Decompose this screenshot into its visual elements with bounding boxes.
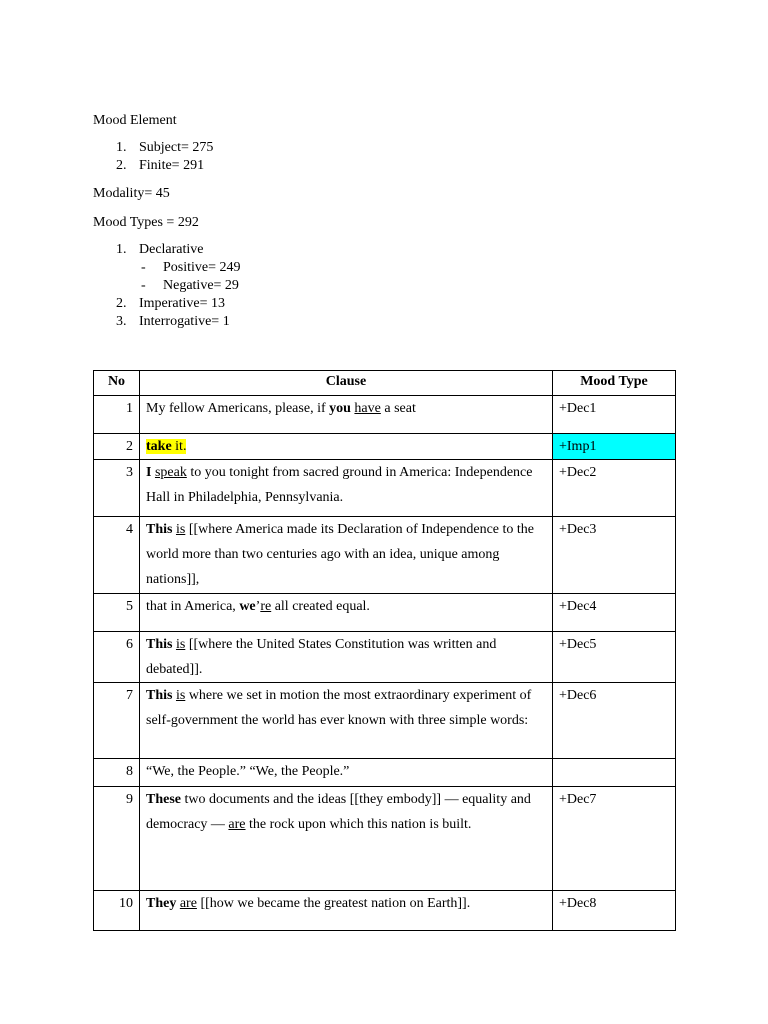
clause-text: two documents and the ideas [[they embody]] — equality and democracy — [146,792,531,832]
finite-text: have [354,401,381,416]
clause-cell [140,891,553,931]
clause-cell [140,396,553,434]
finite-text: are [179,896,197,911]
row-number: 3 [94,460,140,517]
table-row [94,787,676,891]
row-number: 9 [94,787,140,891]
mood-types-count: Mood Types = 292 [93,215,199,230]
clause-cell [140,759,553,787]
list-number: 1. [116,140,127,155]
row-number: 10 [94,891,140,931]
table-row [94,434,676,460]
mood-type-label: +Dec3 [559,522,597,537]
list-number: 2. [116,158,127,173]
table-header-row [94,371,676,396]
subject-text: we [239,599,256,614]
list-number: 3. [116,314,127,329]
subject-text: This [146,522,173,537]
mood-analysis-table [93,370,676,931]
clause-text: a seat [380,401,416,416]
table-row [94,759,676,787]
clause-cell [140,517,553,594]
finite-text: speak [154,465,187,480]
table-row [94,891,676,931]
table-row [94,683,676,759]
mood-type-cell [553,787,676,891]
subject-text: I [146,465,152,480]
clause-text: My fellow Americans, please, if [146,401,330,416]
clause-text: the rock upon which this nation is built. [245,817,472,832]
subject-text: you [329,401,351,416]
subject-text: They [146,896,177,911]
list-dash: - [141,260,146,275]
clause-text: all created equal. [271,599,370,614]
finite-text: is [175,522,186,537]
row-number: 5 [94,594,140,632]
row-number: 8 [94,759,140,787]
clause-text: to you tonight from sacred ground in America: Independence Hall in Philadelphia, Pennsylvania. [146,465,533,505]
row-number: 7 [94,683,140,759]
list-number: 2. [116,296,127,311]
subject-count: Subject= 275 [139,140,214,155]
interrogative-count: Interrogative= 1 [139,314,230,329]
clause-cell [140,683,553,759]
mood-type-label: +Dec6 [559,688,597,703]
table-row [94,517,676,594]
clause-cell [140,460,553,517]
mood-type-cell [553,460,676,517]
positive-count: Positive= 249 [163,260,241,275]
mood-type-cell [553,632,676,683]
mood-type-cell [553,683,676,759]
mood-type-cell [553,891,676,931]
table-row [94,632,676,683]
mood-type-cell [553,759,676,787]
clause-text: where we set in motion the most extraordinary experiment of self-government the world has ever known with three simple words: [146,688,532,728]
table-row [94,460,676,517]
clause-text: [[where America made its Declaration of Independence to the world more than two centuries ago with an idea, unique among nations]], [146,522,534,587]
subject-text: This [146,637,173,652]
mood-type-label: +Dec5 [559,637,597,652]
mood-type-cell [553,594,676,632]
clause-cell [140,594,553,632]
mood-type-label: +Dec8 [559,896,597,911]
table-row [94,594,676,632]
clause-text: ’ [255,599,261,614]
header-clause: Clause [140,371,553,396]
mood-type-cell [553,434,676,460]
subject-text: These [146,792,181,807]
negative-count: Negative= 29 [163,278,239,293]
clause-text: [[how we became the greatest nation on Earth]]. [196,896,471,911]
mood-type-cell [553,396,676,434]
subject-text: take [146,439,172,454]
mood-type-cell [553,517,676,594]
mood-type-label: +Imp1 [559,439,597,454]
mood-type-label: +Dec2 [559,465,597,480]
list-number: 1. [116,242,127,257]
clause-text: [[where the United States Constitution was written and debated]]. [146,637,497,677]
mood-type-label: +Dec4 [559,599,597,614]
mood-element-heading: Mood Element [93,113,177,128]
header-no: No [94,371,140,396]
clause-cell [140,632,553,683]
mood-type-label: +Dec7 [559,792,597,807]
subject-text: This [146,688,173,703]
finite-text: are [228,817,246,832]
row-number: 2 [94,434,140,460]
finite-text: re [260,599,272,614]
clause-text: it. [171,439,187,454]
imperative-count: Imperative= 13 [139,296,226,311]
clause-text: that in America, [146,599,240,614]
finite-text: is [175,637,186,652]
row-number: 4 [94,517,140,594]
list-dash: - [141,278,146,293]
clause-cell [140,434,553,460]
modality-count: Modality= 45 [93,186,170,201]
finite-text: is [175,688,186,703]
table-row [94,396,676,434]
mood-type-label: +Dec1 [559,401,597,416]
declarative-label: Declarative [139,242,204,257]
row-number: 1 [94,396,140,434]
header-mood-type: Mood Type [553,371,676,396]
clause-cell [140,787,553,891]
clause-text: “We, the People.” “We, the People.” [146,764,350,779]
finite-count: Finite= 291 [139,158,205,173]
row-number: 6 [94,632,140,683]
